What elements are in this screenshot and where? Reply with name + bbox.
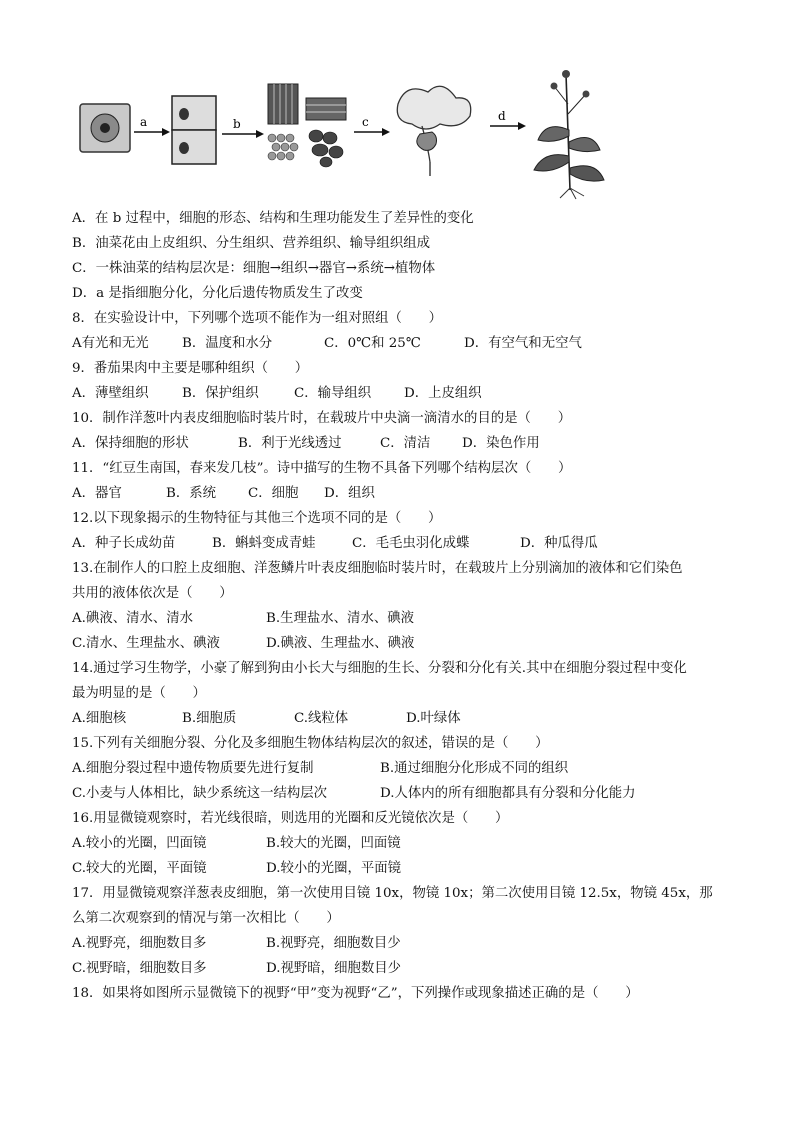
q15-option-d: D.人体内的所有细胞都具有分裂和分化能力 bbox=[380, 786, 636, 801]
q15-stem: 15.下列有关细胞分裂、分化及多细胞生物体结构层次的叙述，错误的是（ ） bbox=[72, 736, 549, 751]
arrow-c bbox=[354, 115, 390, 136]
q13-option-a: A.碘液、清水、清水 bbox=[72, 611, 194, 626]
q9-option-c: C．输导组织 bbox=[294, 386, 372, 401]
q11-option-b: B．系统 bbox=[166, 486, 217, 501]
q7-option-c: C．一株油菜的结构层次是：细胞→组织→器官→系统→植物体 bbox=[72, 261, 436, 276]
q16-stem: 16.用显微镜观察时，若光线很暗，则选用的光圈和反光镜依次是（ ） bbox=[72, 811, 509, 826]
arrow-label-d: d bbox=[498, 109, 506, 123]
q14-stem-line2: 最为明显的是（ ） bbox=[72, 686, 206, 701]
q16-option-a: A.较小的光圈，凹面镜 bbox=[72, 836, 207, 851]
q8-stem: 8．在实验设计中，下列哪个选项不能作为一组对照组（ ） bbox=[72, 311, 443, 326]
q10-option-a: A．保持细胞的形状 bbox=[72, 436, 189, 451]
flower-image bbox=[397, 86, 470, 176]
q12-option-d: D．种瓜得瓜 bbox=[520, 536, 598, 551]
q11-option-a: A．器官 bbox=[72, 486, 122, 501]
plant-development-figure bbox=[76, 64, 636, 200]
arrow-label-b: b bbox=[233, 117, 241, 131]
development-diagram bbox=[76, 64, 636, 200]
q15-option-b: B.通过细胞分化形成不同的组织 bbox=[380, 761, 569, 776]
q11-stem: 11．“红豆生南国，春来发几枝”。诗中描写的生物不具备下列哪个结构层次（ ） bbox=[72, 461, 572, 476]
arrow-b bbox=[222, 117, 264, 138]
q14-option-b: B.细胞质 bbox=[182, 711, 237, 726]
q8-option-d: D．有空气和无空气 bbox=[464, 336, 582, 351]
q10-option-d: D．染色作用 bbox=[462, 436, 540, 451]
q16-option-b: B.较大的光圈，凹面镜 bbox=[266, 836, 401, 851]
single-cell-image bbox=[80, 104, 130, 152]
q9-option-b: B．保护组织 bbox=[182, 386, 259, 401]
q13-option-b: B.生理盐水、清水、碘液 bbox=[266, 611, 415, 626]
q7-option-a: A．在 b 过程中，细胞的形态、结构和生理功能发生了差异性的变化 bbox=[72, 211, 474, 226]
arrow-label-a: a bbox=[140, 115, 148, 129]
q14-stem-line1: 14.通过学习生物学，小豪了解到狗由小长大与细胞的生长、分裂和分化有关.其中在细胞分裂过程中变化 bbox=[72, 661, 687, 676]
q12-option-c: C．毛毛虫羽化成蝶 bbox=[352, 536, 470, 551]
q10-option-b: B．利于光线透过 bbox=[238, 436, 342, 451]
q17-stem-line1: 17．用显微镜观察洋葱表皮细胞，第一次使用目镜 10x，物镜 10x；第二次使用目镜 12.5x，物镜 45x，那 bbox=[72, 886, 713, 901]
q10-stem: 10．制作洋葱叶内表皮细胞临时装片时，在载玻片中央滴一滴清水的目的是（ ） bbox=[72, 411, 572, 426]
q9-stem: 9．番茄果肉中主要是哪种组织（ ） bbox=[72, 361, 309, 376]
q15-option-c: C.小麦与人体相比，缺少系统这一结构层次 bbox=[72, 786, 328, 801]
q17-stem-line2: 么第二次观察到的情况与第一次相比（ ） bbox=[72, 911, 340, 926]
q17-option-c: C.视野暗，细胞数目多 bbox=[72, 961, 207, 976]
q14-option-a: A.细胞核 bbox=[72, 711, 127, 726]
q12-option-a: A．种子长成幼苗 bbox=[72, 536, 176, 551]
dividing-cells-image bbox=[172, 96, 216, 164]
q16-option-d: D.较小的光圈，平面镜 bbox=[266, 861, 402, 876]
arrow-d bbox=[490, 109, 526, 130]
q9-option-d: D．上皮组织 bbox=[404, 386, 482, 401]
q8-option-c: C．0℃和 25℃ bbox=[324, 336, 421, 351]
q17-option-a: A.视野亮，细胞数目多 bbox=[72, 936, 207, 951]
q12-stem: 12.以下现象揭示的生物特征与其他三个选项不同的是（ ） bbox=[72, 511, 442, 526]
q14-option-c: C.线粒体 bbox=[294, 711, 349, 726]
q13-option-d: D.碘液、生理盐水、碘液 bbox=[266, 636, 415, 651]
q17-option-d: D.视野暗，细胞数目少 bbox=[266, 961, 402, 976]
arrow-label-c: c bbox=[362, 115, 369, 129]
q11-option-d: D．组织 bbox=[324, 486, 375, 501]
q8-option-a: A有光和无光 bbox=[72, 336, 149, 351]
q8-option-b: B．温度和水分 bbox=[182, 336, 273, 351]
q17-option-b: B.视野亮，细胞数目少 bbox=[266, 936, 401, 951]
q14-option-d: D.叶绿体 bbox=[406, 711, 461, 726]
q10-option-c: C．清洁 bbox=[380, 436, 431, 451]
q7-option-d: D．a 是指细胞分化，分化后遗传物质发生了改变 bbox=[72, 286, 363, 301]
q13-option-c: C.清水、生理盐水、碘液 bbox=[72, 636, 220, 651]
q11-option-c: C．细胞 bbox=[248, 486, 299, 501]
tissues-image bbox=[268, 84, 346, 167]
q7-option-b: B．油菜花由上皮组织、分生组织、营养组织、输导组织组成 bbox=[72, 236, 430, 251]
q18-stem: 18．如果将如图所示显微镜下的视野“甲”变为视野“乙”，下列操作或现象描述正确的是（ ） bbox=[72, 986, 639, 1001]
q16-option-c: C.较大的光圈，平面镜 bbox=[72, 861, 207, 876]
q9-option-a: A．薄壁组织 bbox=[72, 386, 149, 401]
q13-stem-line2: 共用的液体依次是（ ） bbox=[72, 586, 233, 601]
q13-stem-line1: 13.在制作人的口腔上皮细胞、洋葱鳞片叶表皮细胞临时装片时，在载玻片上分别滴加的液体和它们染色 bbox=[72, 561, 683, 576]
q15-option-a: A.细胞分裂过程中遗传物质要先进行复制 bbox=[72, 761, 314, 776]
q12-option-b: B．蝌蚪变成青蛙 bbox=[212, 536, 316, 551]
rapeseed-plant-image bbox=[534, 70, 604, 199]
arrow-a bbox=[134, 115, 170, 136]
